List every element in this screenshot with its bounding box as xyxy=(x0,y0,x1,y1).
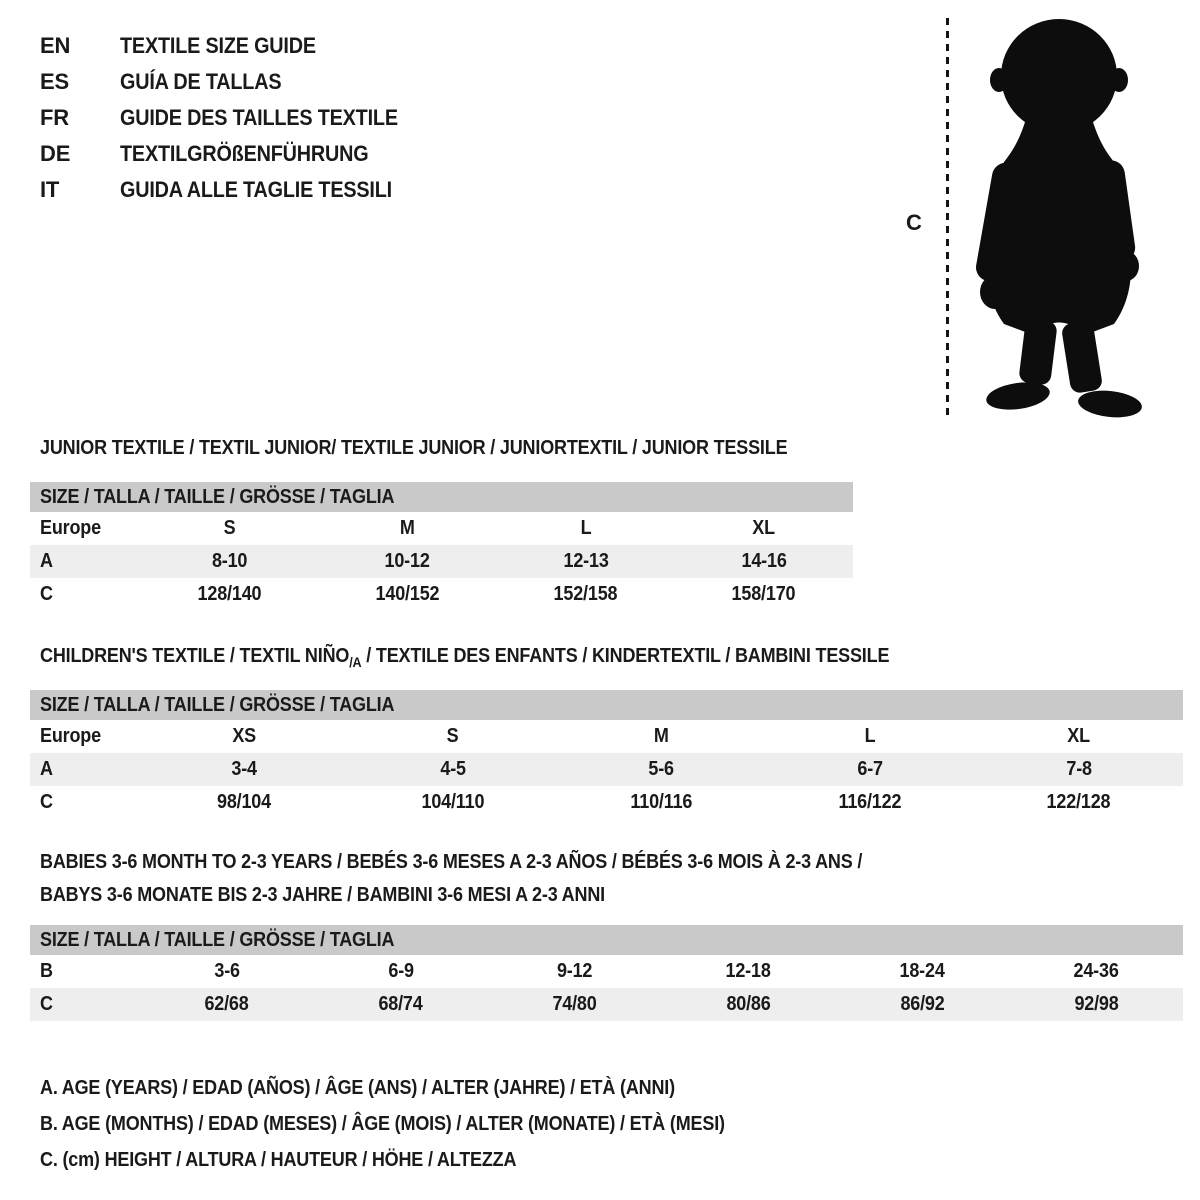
row-label: C xyxy=(40,583,53,605)
table-cell: 14-16 xyxy=(741,550,787,572)
height-measure-label: C xyxy=(906,210,922,235)
table-cell: 24-36 xyxy=(1073,960,1119,982)
table-cell: 3-6 xyxy=(214,960,240,982)
table-cell: 98/104 xyxy=(217,791,272,813)
size-header-bar xyxy=(30,690,1183,720)
size-column-header: XS xyxy=(232,725,257,747)
table-cell: 3-4 xyxy=(231,758,258,780)
row-label: B xyxy=(40,960,53,982)
table-cell: 74/80 xyxy=(552,993,597,1015)
table-cell: 122/128 xyxy=(1046,791,1111,813)
language-row-de xyxy=(40,136,429,172)
guide-title: TEXTILGRÖßENFÜHRUNG xyxy=(120,141,369,166)
table-cell: 8-10 xyxy=(211,550,247,572)
height-dashed-line xyxy=(946,18,949,418)
table-cell: 104/110 xyxy=(421,791,485,813)
size-column-header: L xyxy=(864,725,876,747)
row-label: C xyxy=(40,993,53,1015)
table-cell: 18-24 xyxy=(899,960,945,982)
row-label: C xyxy=(40,791,53,813)
row-label: Europe xyxy=(40,725,101,747)
table-cell: 12-13 xyxy=(563,550,609,572)
row-label: A xyxy=(40,550,53,572)
table-cell: 4-5 xyxy=(440,758,466,780)
table-cell: 80/86 xyxy=(726,993,771,1015)
table-cell: 92/98 xyxy=(1073,993,1119,1015)
table-cell: 110/116 xyxy=(630,791,693,813)
size-header-label: SIZE / TALLA / TAILLE / GRÖSSE / TAGLIA xyxy=(40,929,395,951)
nino-a-subscript: /A xyxy=(349,654,362,670)
table-cell: 6-9 xyxy=(387,960,414,982)
table-cell: 128/140 xyxy=(197,583,262,605)
language-row-it xyxy=(40,172,429,208)
table-cell: 12-18 xyxy=(725,960,771,982)
table-cell: 152/158 xyxy=(553,583,618,605)
table-cell: 68/74 xyxy=(378,993,423,1015)
table-row-age xyxy=(30,545,853,578)
babies-size-table xyxy=(30,925,1183,1021)
size-column-header: M xyxy=(654,725,669,747)
language-title-list xyxy=(40,28,429,208)
row-label: A xyxy=(40,758,53,780)
language-code: FR xyxy=(40,105,69,130)
table-cell: 158/170 xyxy=(731,583,796,605)
table-row-sizes xyxy=(30,720,1183,753)
legend-line-a: A. AGE (YEARS) / EDAD (AÑOS) / ÂGE (ANS) / ALTER (JAHRE) / ETÀ (ANNI) xyxy=(40,1077,675,1099)
row-label: Europe xyxy=(40,517,101,539)
size-column-header: XL xyxy=(1067,725,1091,747)
size-header-bar xyxy=(30,925,1183,955)
size-column-header: S xyxy=(446,725,459,747)
table-row-sizes xyxy=(30,512,853,545)
guide-title: TEXTILE SIZE GUIDE xyxy=(120,33,316,58)
size-header-bar xyxy=(30,482,853,512)
size-header-label: SIZE / TALLA / TAILLE / GRÖSSE / TAGLIA xyxy=(40,486,395,508)
table-row-height xyxy=(30,578,853,611)
size-column-header: M xyxy=(399,517,415,539)
table-cell: 116/122 xyxy=(838,791,902,813)
junior-size-table xyxy=(30,482,853,611)
language-code: IT xyxy=(40,177,60,202)
size-header-label: SIZE / TALLA / TAILLE / GRÖSSE / TAGLIA xyxy=(40,694,395,716)
table-cell: 140/152 xyxy=(375,583,440,605)
table-cell: 86/92 xyxy=(900,993,945,1015)
guide-title: GUÍA DE TALLAS xyxy=(120,69,282,94)
table-cell: 9-12 xyxy=(556,960,593,982)
language-row-fr xyxy=(40,100,429,136)
table-cell: 7-8 xyxy=(1065,758,1092,780)
toddler-silhouette-icon xyxy=(962,12,1152,420)
language-code: EN xyxy=(40,33,71,58)
table-cell: 6-7 xyxy=(857,758,883,780)
size-column-header: XL xyxy=(752,517,776,539)
legend-line-b: B. AGE (MONTHS) / EDAD (MESES) / ÂGE (MOIS) / ALTER (MONATE) / ETÀ (MESI) xyxy=(40,1113,725,1135)
guide-title: GUIDE DES TAILLES TEXTILE xyxy=(120,105,398,130)
table-cell: 62/68 xyxy=(204,993,249,1015)
babies-section-title: BABIES 3-6 MONTH TO 2-3 YEARS / BEBÉS 3-6 MESES A 2-3 AÑOS / BÉBÉS 3-6 MOIS À 2-3 ANS / BABYS 3-6 MONATE BIS 2-3 JAHRE / BAMBINI 3-6 MESI A 2-3 ANNI xyxy=(40,851,863,906)
size-column-header: S xyxy=(223,517,236,539)
junior-section-title: JUNIOR TEXTILE / TEXTIL JUNIOR/ TEXTILE JUNIOR / JUNIORTEXTIL / JUNIOR TESSILE xyxy=(40,437,788,459)
table-cell: 10-12 xyxy=(384,550,430,572)
language-row-en xyxy=(40,28,429,64)
measurement-legend xyxy=(40,1070,801,1178)
language-row-es xyxy=(40,64,429,100)
guide-title: GUIDA ALLE TAGLIE TESSILI xyxy=(120,177,392,202)
language-code: ES xyxy=(40,69,69,94)
legend-line-c: C. (cm) HEIGHT / ALTURA / HAUTEUR / HÖHE / ALTEZZA xyxy=(40,1149,517,1171)
table-row-height xyxy=(30,988,1183,1021)
children-size-table xyxy=(30,690,1183,819)
language-code: DE xyxy=(40,141,71,166)
size-column-header: L xyxy=(580,517,592,539)
children-section-title: CHILDREN'S TEXTILE / TEXTIL $NIÑO_{/A}$ / TEXTILE DES ENFANTS / KINDERTEXTIL / BAMBINI TESSILE xyxy=(40,645,890,670)
table-row-age xyxy=(30,753,1183,786)
table-row-months xyxy=(30,955,1183,988)
table-cell: 5-6 xyxy=(648,758,675,780)
table-row-height xyxy=(30,786,1183,819)
